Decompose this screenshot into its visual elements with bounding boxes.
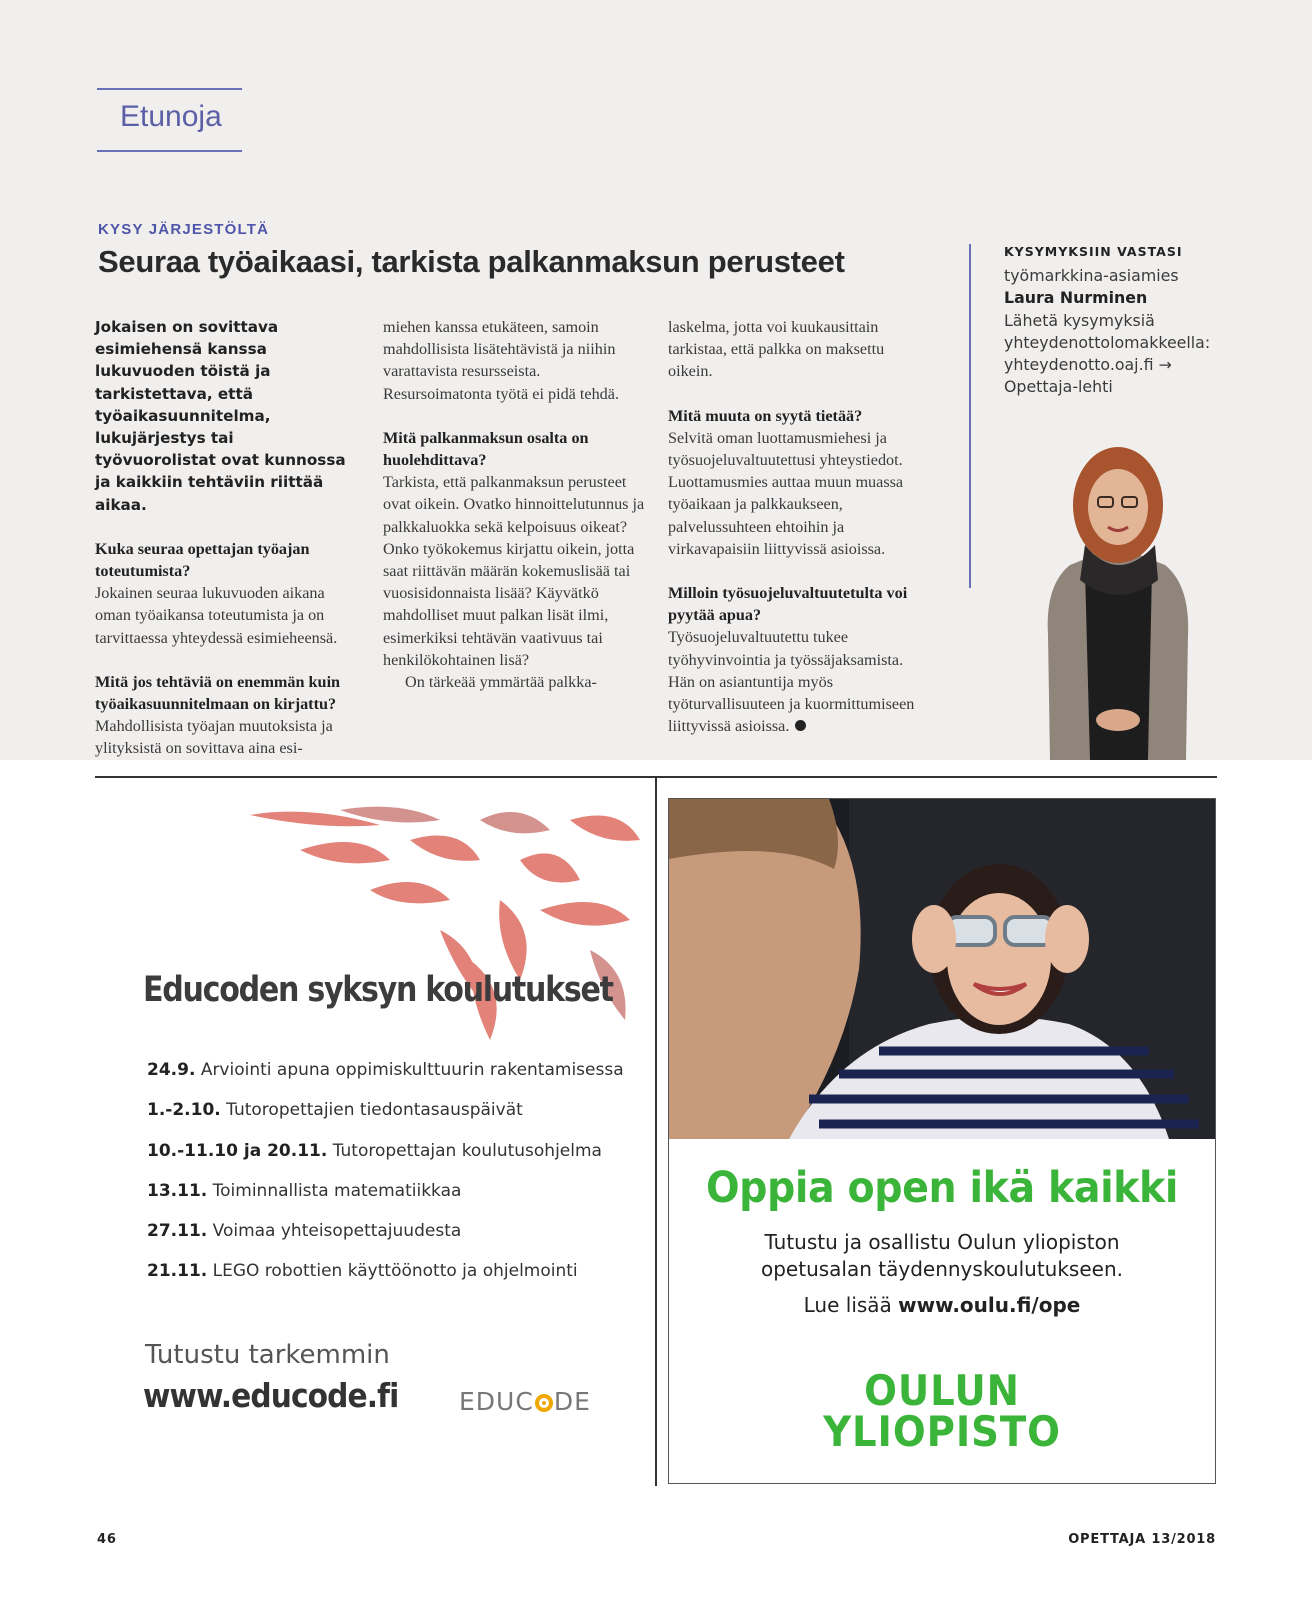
- course-item[interactable]: [147, 1181, 627, 1221]
- question-3: Mitä palkanmaksun osalta on huolehdittava?: [383, 428, 589, 470]
- course-date: 24.9.: [147, 1060, 196, 1080]
- oulu-logo-line-2: YLIOPISTO: [823, 1407, 1061, 1456]
- course-date: 1.-2.10.: [147, 1100, 221, 1121]
- course-item[interactable]: [147, 1060, 627, 1100]
- section-label: Etunoja: [120, 100, 222, 133]
- end-mark-icon: [795, 720, 806, 731]
- article-column-1: [95, 316, 357, 782]
- article-kicker: KYSY JÄRJESTÖLTÄ: [98, 221, 270, 238]
- sidebar-caption: KYSYMYKSIIN VASTASI: [1004, 244, 1183, 259]
- oulu-logo-line-1: OULUN: [864, 1366, 1020, 1415]
- course-item[interactable]: [147, 1221, 627, 1261]
- sidebar-role: työmarkkina-asiamies: [1004, 266, 1179, 286]
- educode-logo: [459, 1387, 591, 1416]
- issue-label: OPETTAJA 13/2018: [1068, 1532, 1216, 1547]
- sidebar: [1004, 241, 1224, 398]
- page-number: 46: [97, 1532, 117, 1547]
- course-date: 10.-11.10 ja 20.11.: [147, 1140, 328, 1161]
- educode-logo-right: DE: [553, 1387, 591, 1416]
- article-lead: Jokaisen on sovittava esimiehensä kanssa lukuvuoden töistä ja tarkistettava, että työaikasuunnitelma, lukujärjestys tai työvuorolistat ovat kunnossa ja kaikkiin tehtäviin riittää aikaa.: [95, 318, 346, 514]
- oulu-ad-subtitle: [668, 1229, 1216, 1283]
- answer-2-start: Mahdollisista työajan muutoksista ja ylityksistä on sovittava aina esi-: [95, 717, 333, 758]
- sidebar-rule: [969, 244, 971, 588]
- question-2: Mitä jos tehtäviä on enemmän kuin työaikasuunnitelmaan on kirjattu?: [95, 672, 341, 714]
- educode-more-label: Tutustu tarkemmin: [145, 1340, 390, 1370]
- course-item[interactable]: [147, 1100, 627, 1140]
- oulu-ad-url-link[interactable]: www.oulu.fi/ope: [898, 1293, 1081, 1317]
- question-5: Milloin työsuojeluvaltuutetulta voi pyytää apua?: [668, 584, 908, 625]
- answer-3b-start: On tärkeää ymmärtää palkka-: [405, 673, 597, 692]
- oulu-ad-title: Oppia open ikä kaikki: [706, 1163, 1178, 1213]
- article-column-3: [668, 316, 930, 759]
- course-date: 27.11.: [147, 1221, 208, 1242]
- course-item[interactable]: [147, 1261, 627, 1301]
- course-name: Arviointi apuna oppimiskulttuurin rakentamisessa: [200, 1060, 624, 1080]
- answer-3b-end: laskelma, jotta voi kuukausittain tarkistaa, että palkka on maksettu oikein.: [668, 318, 885, 381]
- question-4: Mitä muuta on syytä tietää?: [668, 406, 863, 425]
- answer-3: Tarkista, että palkanmaksun perusteet ovat oikein. Ovatko hinnoittelutunnus ja palkkaluokka sekä kelpoisuus oikeat? Onko työkokemus kirjattu oikein, jotta saat riittävän määrän kokemuslisää tai vuosisidonnaista lisää? Käyvätkö mahdolliset muut palkan lisät ilmi, esimerkiksi tehtävän vaativuus tai henkilökohtainen lisä?: [383, 473, 645, 669]
- oulu-ad-more: [668, 1293, 1216, 1317]
- course-name: Tutoropettajan koulutusohjelma: [332, 1140, 602, 1161]
- educode-logo-ring-icon: [535, 1394, 553, 1412]
- educode-course-list: [147, 1060, 627, 1302]
- oulu-ad-photo: [669, 799, 1215, 1139]
- section-rule-top: [97, 88, 242, 90]
- course-name: Tutoropettajien tiedontasauspäivät: [226, 1100, 523, 1121]
- course-date: 13.11.: [147, 1180, 208, 1201]
- answer-4: Selvitä oman luottamusmiehesi ja työsuojeluvaltuutettusi yhteystiedot. Luottamusmies auttaa muun muassa työaikaan ja palkkaukseen, palvelussuhteen ehtoihin ja virkavapaisiin liittyvissä asioissa.: [668, 428, 904, 558]
- course-name: LEGO robottien käyttöönotto ja ohjelmointi: [212, 1261, 578, 1282]
- educode-logo-left: EDUC: [459, 1387, 534, 1416]
- educode-title: Educoden syksyn koulutukset: [143, 970, 613, 1010]
- answer-1: Jokainen seuraa lukuvuoden aikana oman työaikansa toteutumista ja on tarvittaessa yhteydessä esimieheensä.: [95, 584, 338, 647]
- course-name: Voimaa yhteisopettajuudesta: [212, 1221, 462, 1242]
- article-headline: Seuraa työaikaasi, tarkista palkanmaksun perusteet: [98, 244, 845, 279]
- oulu-logo: [690, 1366, 1194, 1456]
- sidebar-link[interactable]: yhteydenotto.oaj.fi →: [1004, 355, 1172, 375]
- answer-2-end: miehen kanssa etukäteen, samoin mahdollisista lisätehtävistä ja niihin varattavista resursseista. Resursoimatonta työtä ei pidä tehdä.: [383, 318, 620, 403]
- portrait-photo: [1030, 435, 1205, 760]
- course-date: 21.11.: [147, 1261, 208, 1282]
- ads-divider: [655, 776, 657, 1486]
- answer-5: Työsuojeluvaltuutettu tukee työhyvinvointia ja työssäjaksamista. Hän on asiantuntija myös työturvallisuuteen ja kuormittumiseen liittyvissä asioissa.: [668, 628, 915, 736]
- oulu-ad-more-prefix: Lue lisää: [803, 1293, 899, 1317]
- oulu-ad-subtitle-line-2: opetusalan täydennyskoulutukseen.: [761, 1257, 1123, 1281]
- section-rule-bottom: [97, 150, 242, 152]
- educode-url-link[interactable]: www.educode.fi: [143, 1376, 399, 1415]
- sidebar-cta: Lähetä kysymyksiä yhteydenottolomakkeella:: [1004, 310, 1211, 352]
- course-item[interactable]: [147, 1141, 627, 1181]
- article-column-2: [383, 316, 645, 715]
- question-1: Kuka seuraa opettajan työajan toteutumista?: [95, 539, 310, 581]
- oulu-ad-subtitle-line-1: Tutustu ja osallistu Oulun yliopiston: [764, 1230, 1120, 1254]
- sidebar-publication: Opettaja-lehti: [1004, 377, 1113, 397]
- course-name: Toiminnallista matematiikkaa: [212, 1180, 462, 1201]
- sidebar-name: Laura Nurminen: [1004, 288, 1148, 308]
- leaves-illustration: [240, 800, 640, 1050]
